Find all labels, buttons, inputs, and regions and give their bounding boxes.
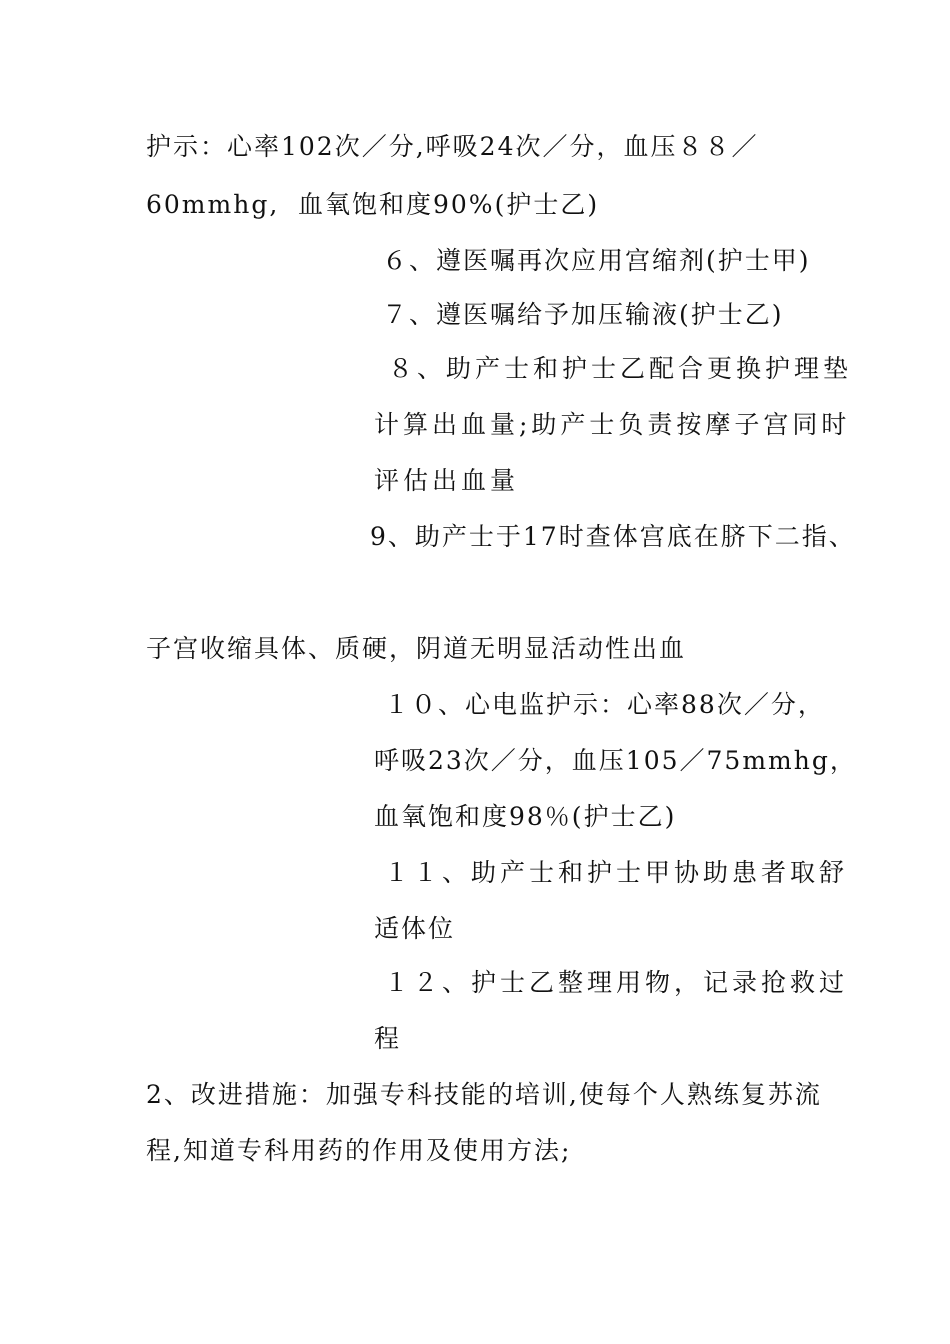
text-line: １２、护士乙整理用物，记录抢救过 xyxy=(384,968,849,997)
text-line: 护示：心率102次／分,呼吸24次／分，血压８８／ xyxy=(146,132,759,161)
text-line: 子宫收缩具体、质硬，阴道无明显活动性出血 xyxy=(146,634,687,663)
text-line: 血氧饱和度98％(护士乙) xyxy=(374,802,677,831)
text-line: 程 xyxy=(374,1024,402,1053)
text-line: １１、助产士和护士甲协助患者取舒 xyxy=(384,858,849,887)
text-line: 适体位 xyxy=(374,914,456,943)
text-line: １０、心电监护示：心率88次／分， xyxy=(384,690,825,719)
text-line: 程,知道专科用药的作用及使用方法; xyxy=(146,1136,572,1165)
text-line: 2、改进措施：加强专科技能的培训,使每个人熟练复苏流 xyxy=(146,1080,822,1109)
text-line: 呼吸23次／分，血压105／75mmhg， xyxy=(374,746,857,775)
text-line: 计算出血量;助产士负责按摩子宫同时 xyxy=(374,410,851,439)
text-line: ６、遵医嘱再次应用宫缩剂(护士甲) xyxy=(382,246,811,275)
text-line: 60mmhg, xyxy=(146,190,280,219)
text-line: 血氧饱和度90%(护士乙) xyxy=(298,190,600,219)
text-line: ８、助产士和护士乙配合更换护理垫 xyxy=(388,354,853,383)
text-line: 评估出血量 xyxy=(374,466,520,495)
text-line: 9、助产士于17时查体宫底在脐下二指、 xyxy=(370,522,856,551)
text-line: ７、遵医嘱给予加压输液(护士乙) xyxy=(382,300,784,329)
